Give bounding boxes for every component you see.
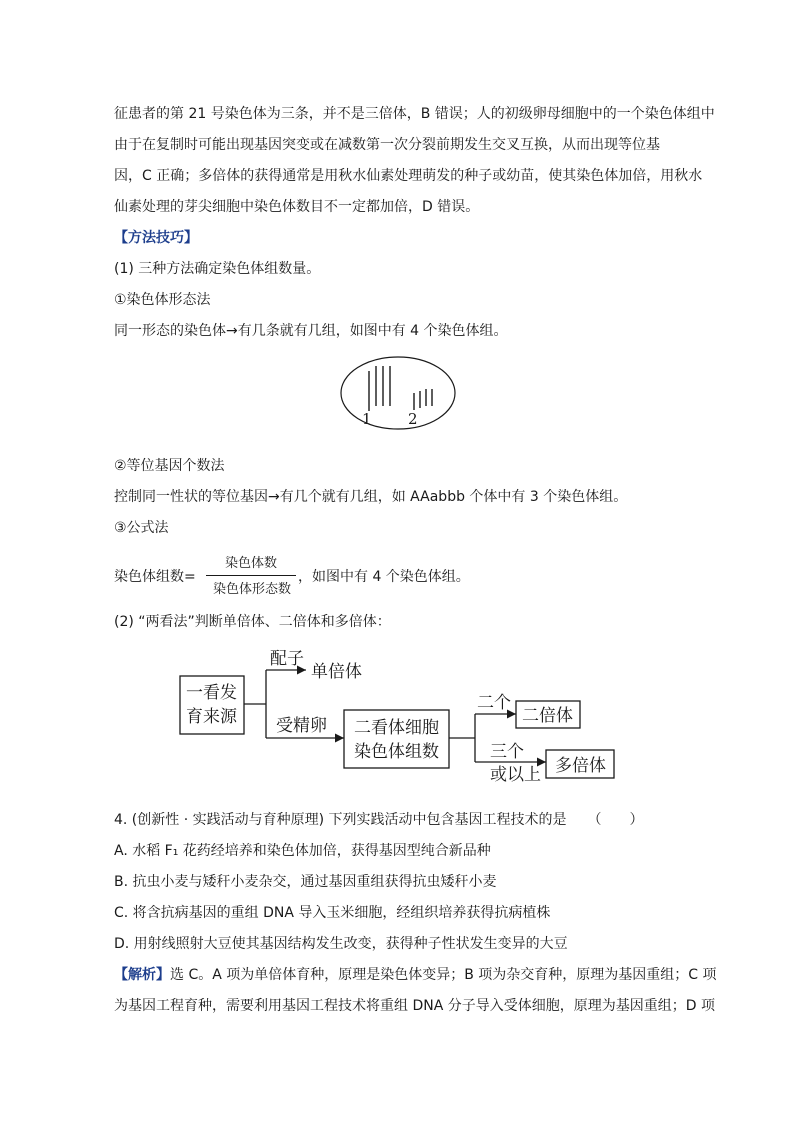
branch-three-line2: 或以上 bbox=[490, 765, 541, 785]
box-diploid bbox=[516, 701, 580, 728]
formula-numerator: 染色体数 bbox=[224, 556, 277, 571]
result-polyploid: 多倍体 bbox=[555, 756, 606, 776]
text-line: 因，C 正确；多倍体的获得通常是用秋水仙素处理萌发的种子或幼苗，使其染色体加倍，用秋水 bbox=[114, 168, 703, 184]
result-diploid: 二倍体 bbox=[522, 706, 573, 726]
method-title: ①染色体形态法 bbox=[114, 292, 211, 308]
formula-lhs: 染色体组数= bbox=[114, 569, 196, 585]
text-line: (1) 三种方法确定染色体组数量。 bbox=[114, 261, 321, 277]
text-line: 由于在复制时可能出现基因突变或在减数第一次分裂前期发生交叉互换，从而出现等位基 bbox=[114, 137, 660, 153]
section-heading: 【方法技巧】 bbox=[114, 230, 198, 246]
analysis-line bbox=[114, 965, 717, 985]
branch-two: 二个 bbox=[477, 693, 511, 713]
text-line: 控制同一性状的等位基因→有几个就有几组，如 AAabbb 个体中有 3 个染色体组。 bbox=[114, 489, 628, 505]
option-c: C. 将含抗病基因的重组 DNA 导入玉米细胞，经组织培养获得抗病植株 bbox=[114, 905, 551, 921]
text-line: 仙素处理的芽尖细胞中染色体数目不一定都加倍，D 错误。 bbox=[114, 199, 480, 215]
chromosome-label-1: 1 bbox=[362, 410, 372, 428]
box1-line1: 一看发 bbox=[186, 683, 237, 703]
formula-denominator: 染色体形态数 bbox=[212, 582, 291, 597]
text-line: 征患者的第 21 号染色体为三条，并不是三倍体，B 错误；人的初级卵母细胞中的一个染色体组中 bbox=[114, 106, 715, 122]
analysis-label: 【解析】 bbox=[114, 967, 170, 983]
analysis-text: 选 C。A 项为单倍体育种，原理是染色体变异；B 项为杂交育种，原理为基因重组；C 项 bbox=[170, 967, 717, 983]
chromosome-label-2: 2 bbox=[408, 410, 418, 428]
box1-line2: 育来源 bbox=[186, 707, 237, 727]
box2-line1: 二看体细胞 bbox=[354, 718, 439, 738]
box-polyploid bbox=[546, 750, 614, 778]
formula-rhs: ，如图中有 4 个染色体组。 bbox=[298, 569, 470, 585]
box2-line2: 染色体组数 bbox=[354, 742, 439, 762]
option-a: A. 水稻 F₁ 花药经培养和染色体加倍，获得基因型纯合新品种 bbox=[114, 843, 491, 859]
question-stem: 4. (创新性 · 实践活动与育种原理) 下列实践活动中包含基因工程技术的是 （ ） bbox=[114, 812, 644, 828]
text-line: (2) “两看法”判断单倍体、二倍体和多倍体： bbox=[114, 614, 391, 630]
branch-zygote: 受精卵 bbox=[276, 716, 327, 736]
option-d: D. 用射线照射大豆使其基因结构发生改变，获得种子性状发生变异的大豆 bbox=[114, 936, 568, 952]
text-line: 同一形态的染色体→有几条就有几组，如图中有 4 个染色体组。 bbox=[114, 323, 508, 339]
analysis-line: 为基因工程育种，需要利用基因工程技术将重组 DNA 分子导入受体细胞，原理为基因重组；D 项 bbox=[114, 998, 715, 1014]
branch-gamete: 配子 bbox=[270, 649, 304, 669]
option-b: B. 抗虫小麦与矮秆小麦杂交，通过基因重组获得抗虫矮秆小麦 bbox=[114, 874, 497, 890]
method-title: ③公式法 bbox=[114, 520, 169, 536]
fraction-bar bbox=[206, 575, 296, 576]
branch-three-line1: 三个 bbox=[490, 742, 524, 762]
box-development-source bbox=[180, 676, 244, 734]
method-title: ②等位基因个数法 bbox=[114, 458, 225, 474]
result-haploid: 单倍体 bbox=[311, 662, 362, 682]
box-chromosome-sets bbox=[344, 710, 449, 768]
